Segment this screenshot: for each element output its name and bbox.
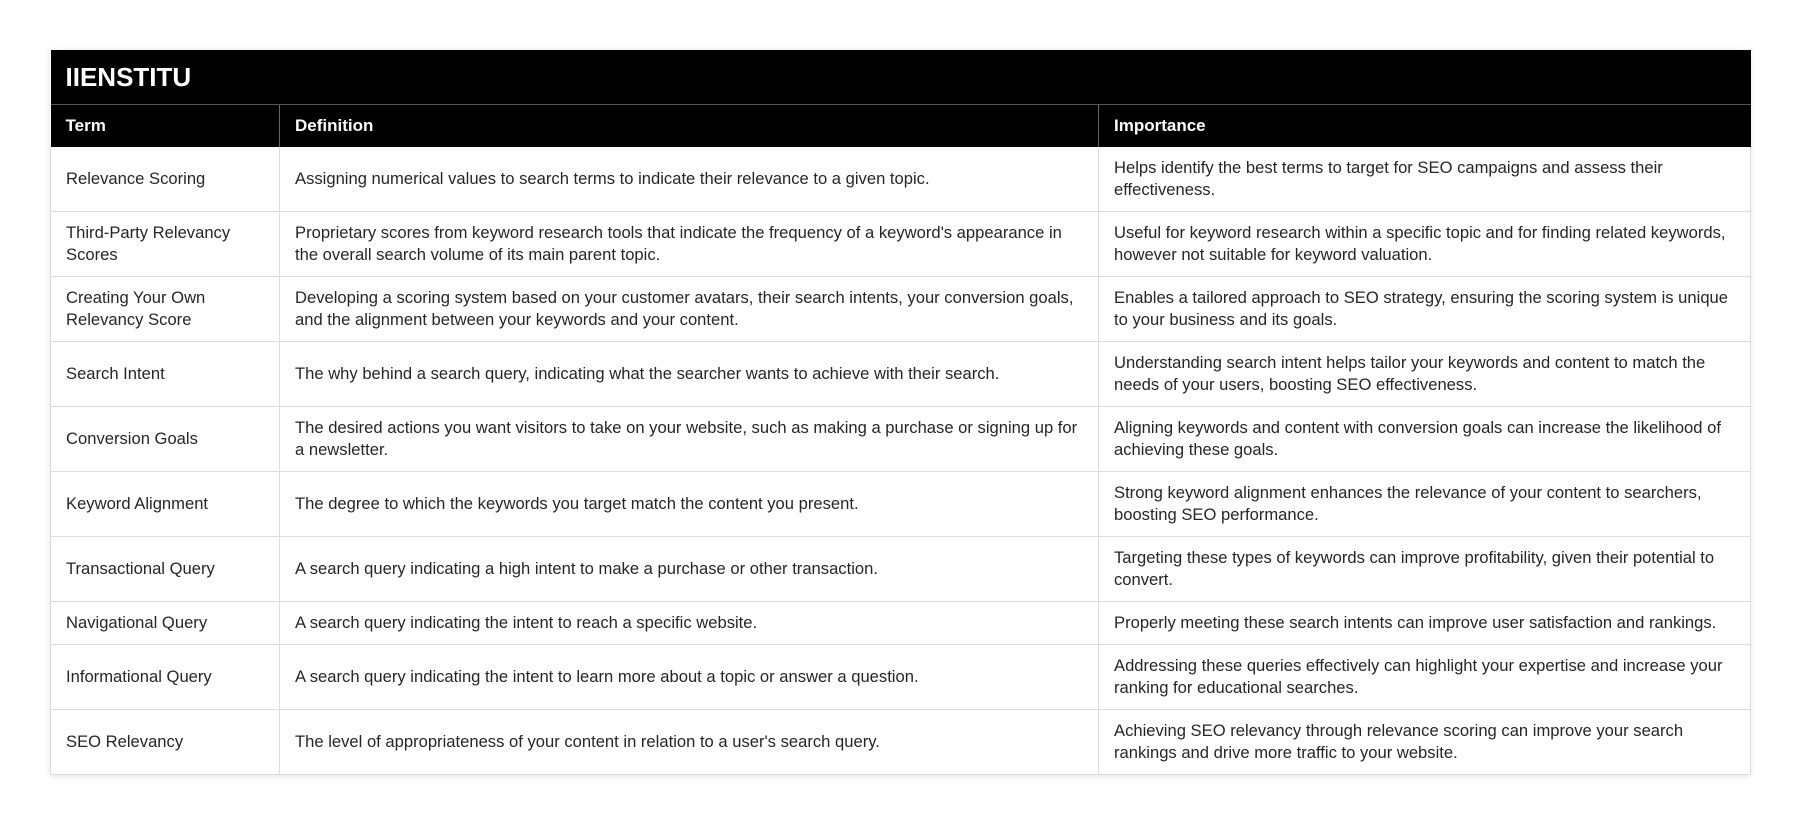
term-cell: Relevance Scoring: [51, 147, 280, 212]
importance-cell: Helps identify the best terms to target for SEO campaigns and assess their effectiveness.: [1099, 147, 1751, 212]
definition-cell: A search query indicating the intent to learn more about a topic or answer a question.: [280, 645, 1099, 710]
definition-cell: Assigning numerical values to search terms to indicate their relevance to a given topic.: [280, 147, 1099, 212]
table-title-row: [51, 50, 1751, 105]
glossary-table: [50, 50, 1751, 775]
definition-cell: The why behind a search query, indicating what the searcher wants to achieve with their search.: [280, 342, 1099, 407]
term-cell: Informational Query: [51, 645, 280, 710]
table-row: [51, 472, 1751, 537]
definition-cell: Developing a scoring system based on your customer avatars, their search intents, your conversion goals, and the alignment between your keywords and your content.: [280, 277, 1099, 342]
definition-cell: A search query indicating a high intent to make a purchase or other transaction.: [280, 537, 1099, 602]
importance-cell: Targeting these types of keywords can improve profitability, given their potential to convert.: [1099, 537, 1751, 602]
table-row: [51, 212, 1751, 277]
table-row: [51, 342, 1751, 407]
importance-cell: Understanding search intent helps tailor your keywords and content to match the needs of your users, boosting SEO effectiveness.: [1099, 342, 1751, 407]
table-header-row: [51, 105, 1751, 148]
table-row: [51, 147, 1751, 212]
term-cell: Transactional Query: [51, 537, 280, 602]
importance-cell: Aligning keywords and content with conversion goals can increase the likelihood of achieving these goals.: [1099, 407, 1751, 472]
definition-cell: Proprietary scores from keyword research tools that indicate the frequency of a keyword's appearance in the overall search volume of its main parent topic.: [280, 212, 1099, 277]
term-cell: Keyword Alignment: [51, 472, 280, 537]
importance-cell: Useful for keyword research within a specific topic and for finding related keywords, however not suitable for keyword valuation.: [1099, 212, 1751, 277]
definition-cell: The degree to which the keywords you target match the content you present.: [280, 472, 1099, 537]
importance-cell: Strong keyword alignment enhances the relevance of your content to searchers, boosting SEO performance.: [1099, 472, 1751, 537]
table-row: [51, 645, 1751, 710]
importance-cell: Enables a tailored approach to SEO strategy, ensuring the scoring system is unique to your business and its goals.: [1099, 277, 1751, 342]
definition-cell: A search query indicating the intent to reach a specific website.: [280, 602, 1099, 645]
column-header-definition: Definition: [280, 105, 1099, 148]
table-row: [51, 407, 1751, 472]
term-cell: Conversion Goals: [51, 407, 280, 472]
table-row: [51, 537, 1751, 602]
column-header-term: Term: [51, 105, 280, 148]
importance-cell: Properly meeting these search intents can improve user satisfaction and rankings.: [1099, 602, 1751, 645]
glossary-table-container: [50, 50, 1750, 775]
table-row: [51, 602, 1751, 645]
term-cell: Third-Party Relevancy Scores: [51, 212, 280, 277]
term-cell: Navigational Query: [51, 602, 280, 645]
table-row: [51, 277, 1751, 342]
definition-cell: The desired actions you want visitors to take on your website, such as making a purchase or signing up for a newsletter.: [280, 407, 1099, 472]
term-cell: Creating Your Own Relevancy Score: [51, 277, 280, 342]
term-cell: SEO Relevancy: [51, 710, 280, 775]
table-row: [51, 710, 1751, 775]
importance-cell: Addressing these queries effectively can highlight your expertise and increase your ranking for educational searches.: [1099, 645, 1751, 710]
column-header-importance: Importance: [1099, 105, 1751, 148]
definition-cell: The level of appropriateness of your content in relation to a user's search query.: [280, 710, 1099, 775]
importance-cell: Achieving SEO relevancy through relevance scoring can improve your search rankings and drive more traffic to your website.: [1099, 710, 1751, 775]
table-title: IIENSTITU: [51, 50, 1751, 105]
term-cell: Search Intent: [51, 342, 280, 407]
